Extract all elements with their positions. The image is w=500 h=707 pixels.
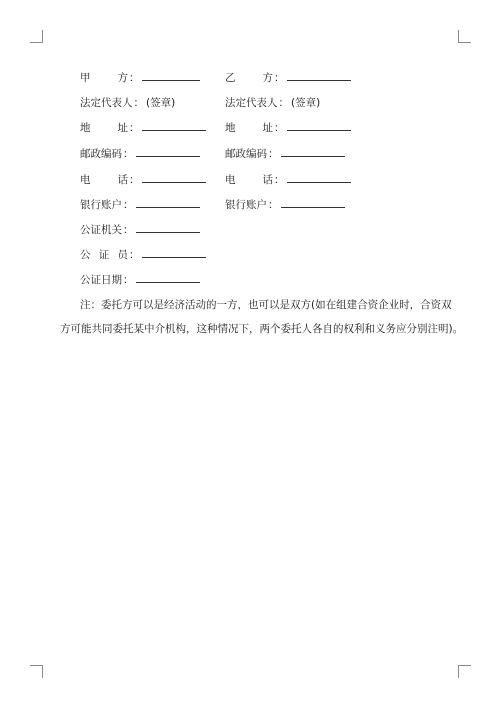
phone-label bbox=[225, 172, 273, 188]
colon: ： bbox=[133, 97, 144, 109]
party-b-label bbox=[225, 70, 273, 86]
label-character: 公 bbox=[80, 249, 91, 261]
notary-label bbox=[80, 247, 128, 263]
postal-code-label: 邮政编码 bbox=[225, 148, 267, 160]
colon: ： bbox=[123, 224, 134, 236]
label-character: 员 bbox=[117, 249, 128, 261]
colon: ： bbox=[129, 72, 140, 84]
party-a-address-field bbox=[80, 120, 206, 136]
postal-code-row bbox=[0, 146, 500, 162]
notary-date-field bbox=[80, 272, 200, 288]
label-character: 址 bbox=[262, 122, 273, 134]
notary-row bbox=[0, 247, 500, 263]
party-b-postal-field bbox=[225, 146, 345, 162]
notary-office-field bbox=[80, 222, 200, 238]
label-character: 电 bbox=[225, 174, 236, 186]
notary-office-label: 公证机关 bbox=[80, 224, 122, 236]
party-a-postal-field bbox=[80, 146, 200, 162]
label-character: 电 bbox=[80, 174, 91, 186]
bank-account-label: 银行账户 bbox=[80, 199, 122, 211]
address-row bbox=[0, 120, 500, 136]
crop-mark-top-right bbox=[458, 30, 471, 43]
colon: ： bbox=[129, 174, 140, 186]
label-character: 地 bbox=[80, 122, 91, 134]
signature-seal-text: (签章) bbox=[291, 97, 321, 109]
party-name-row bbox=[0, 70, 500, 86]
colon: ： bbox=[278, 97, 289, 109]
party-a-phone-field bbox=[80, 172, 206, 188]
colon: ： bbox=[268, 199, 279, 211]
crop-mark-top-left bbox=[30, 30, 43, 43]
party-a-postal-blank bbox=[136, 146, 200, 157]
party-b-name-field bbox=[225, 70, 351, 86]
party-b-address-blank bbox=[287, 120, 351, 131]
address-label bbox=[225, 120, 273, 136]
label-character: 证 bbox=[98, 249, 110, 261]
crop-mark-bottom-left bbox=[30, 665, 43, 678]
party-a-address-blank bbox=[142, 120, 206, 131]
notary-date-blank bbox=[136, 272, 200, 283]
label-character: 甲 bbox=[80, 72, 91, 84]
crop-mark-bottom-right bbox=[458, 665, 471, 678]
party-b-bank-field bbox=[225, 197, 345, 213]
notary-office-row bbox=[0, 222, 500, 238]
notary-date-row bbox=[0, 272, 500, 288]
party-b-representative-field bbox=[225, 95, 320, 111]
colon: ： bbox=[129, 249, 140, 261]
notary-blank bbox=[142, 247, 206, 258]
note-line-1: 注：委托方可以是经济活动的一方，也可以是双方(如在组建合资企业时，合资双 bbox=[80, 299, 452, 311]
bank-account-row bbox=[0, 197, 500, 213]
label-character: 话 bbox=[262, 174, 273, 186]
party-b-bank-blank bbox=[281, 197, 345, 208]
party-a-phone-blank bbox=[142, 172, 206, 183]
colon: ： bbox=[274, 174, 285, 186]
party-a-bank-field bbox=[80, 197, 200, 213]
phone-row bbox=[0, 172, 500, 188]
legal-representative-row bbox=[0, 95, 500, 111]
label-character: 方 bbox=[262, 72, 273, 84]
colon: ： bbox=[123, 274, 134, 286]
label-character: 乙 bbox=[225, 72, 236, 84]
phone-label bbox=[80, 172, 128, 188]
party-b-phone-field bbox=[225, 172, 351, 188]
party-a-bank-blank bbox=[136, 197, 200, 208]
party-b-address-field bbox=[225, 120, 351, 136]
notary-date-label: 公证日期 bbox=[80, 274, 122, 286]
party-a-representative-field bbox=[80, 95, 175, 111]
signature-seal-text: (签章) bbox=[146, 97, 176, 109]
party-a-name-field bbox=[80, 70, 200, 86]
colon: ： bbox=[268, 148, 279, 160]
label-character: 方 bbox=[117, 72, 128, 84]
colon: ： bbox=[123, 148, 134, 160]
notary-field bbox=[80, 247, 206, 263]
label-character: 址 bbox=[117, 122, 128, 134]
party-a-name-blank bbox=[142, 70, 200, 81]
party-b-postal-blank bbox=[281, 146, 345, 157]
postal-code-label: 邮政编码 bbox=[80, 148, 122, 160]
party-b-name-blank bbox=[287, 70, 351, 81]
colon: ： bbox=[123, 199, 134, 211]
party-a-label bbox=[80, 70, 128, 86]
colon: ： bbox=[274, 122, 285, 134]
label-character: 话 bbox=[117, 174, 128, 186]
party-b-phone-blank bbox=[287, 172, 351, 183]
colon: ： bbox=[129, 122, 140, 134]
note-line-2: 方可能共同委托某中介机构，这种情况下，两个委托人各自的权利和义务应分别注明)。 bbox=[60, 323, 464, 335]
address-label bbox=[80, 120, 128, 136]
notary-office-blank bbox=[136, 222, 200, 233]
representative-label: 法定代表人 bbox=[225, 97, 278, 109]
bank-account-label: 银行账户 bbox=[225, 199, 267, 211]
representative-label: 法定代表人 bbox=[80, 97, 133, 109]
label-character: 地 bbox=[225, 122, 236, 134]
colon: ： bbox=[274, 72, 285, 84]
